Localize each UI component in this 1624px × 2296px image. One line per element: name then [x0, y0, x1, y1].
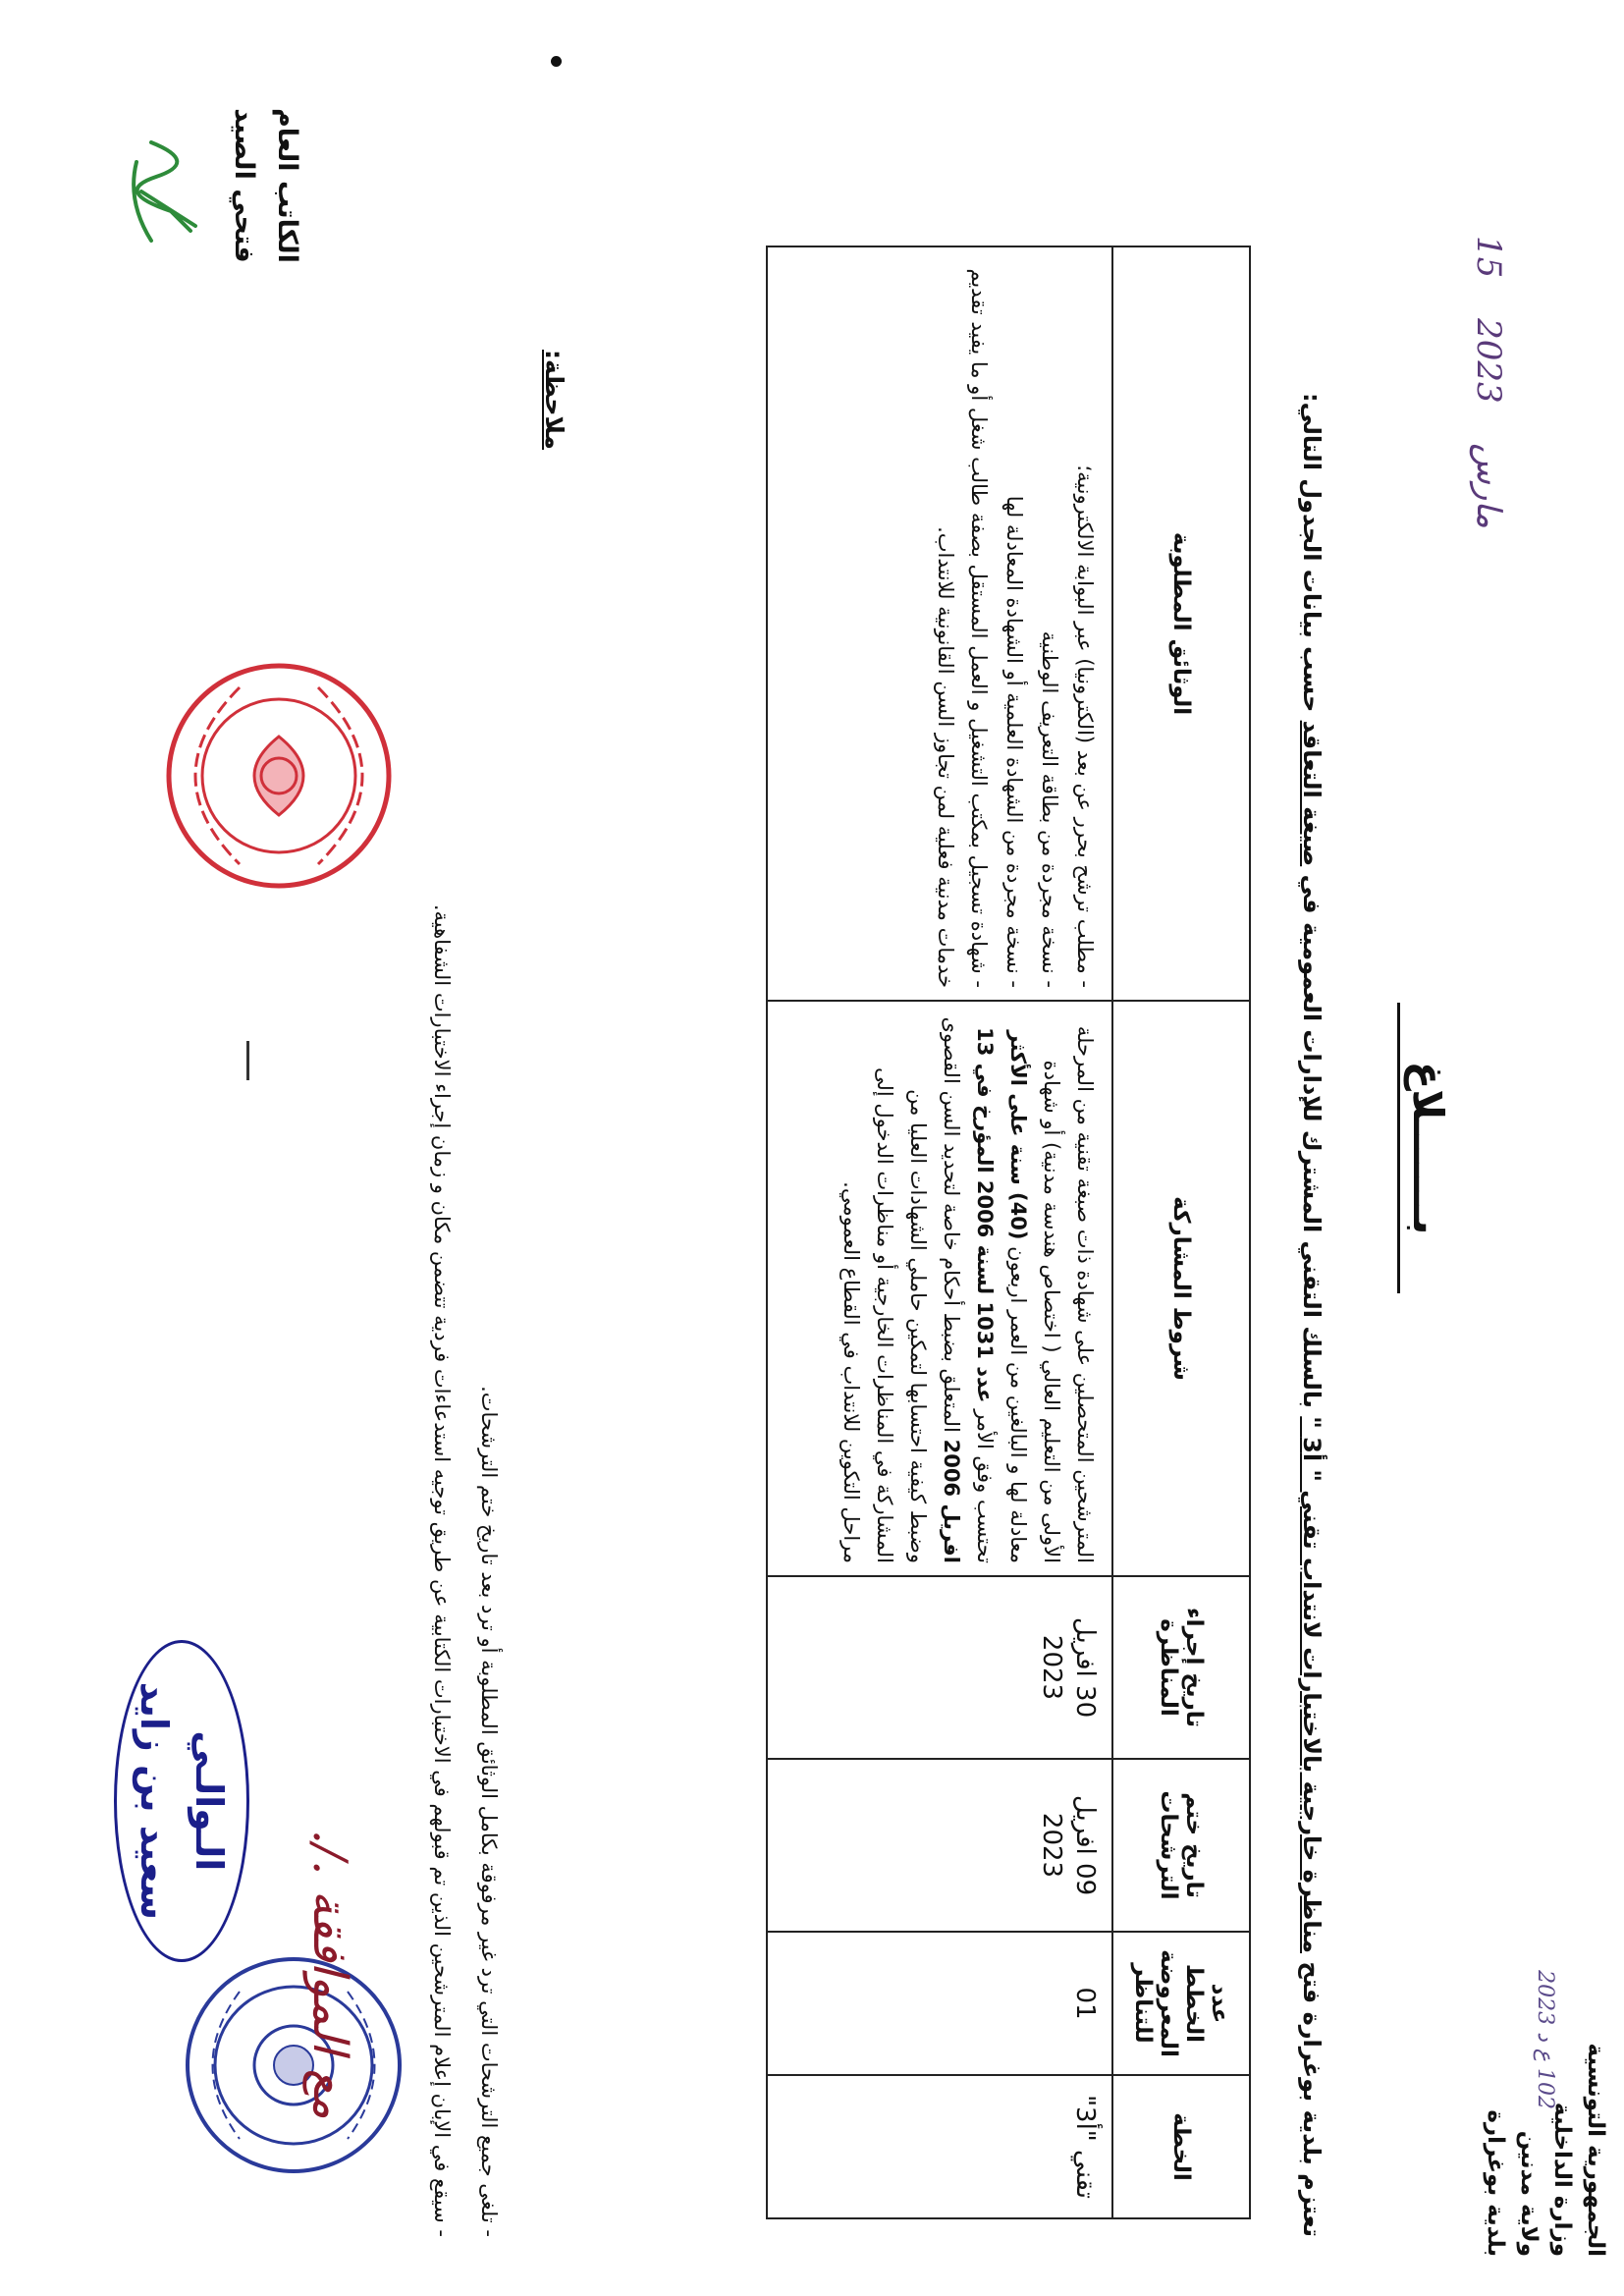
- doc-item: - مطلب ترشح بحرر عن بعد (الكترونيا) عبر البوابة الالكترونية؛: [1073, 465, 1097, 988]
- signatory-name: فتحي الصيد: [229, 108, 259, 263]
- header-ministry: وزارة الداخلية: [1549, 2102, 1575, 2257]
- page-title: بـــــــلاغ: [1397, 0, 1452, 2296]
- date-year: 2023: [1469, 318, 1508, 404]
- secretary-general-block: [222, 108, 308, 263]
- doc-item: - شهادة تسجيل بمكتب التشغيل و العمل المستقل بصفة طالب شغل أو ما يفيد تقديم خدمات مدنية فعلية لمن تجاوز السن القانونية للانتداب.: [934, 268, 991, 988]
- header-documents: الوثائق المطلوبة: [1112, 246, 1250, 1001]
- header-governorate: ولاية مدنين: [1516, 2130, 1542, 2257]
- governor-signature: [114, 1640, 249, 1962]
- table-header-row: [1112, 246, 1250, 2218]
- approval-note: مع الموافقة ./.: [302, 1829, 357, 2119]
- governor-name: سعيد بن زايد: [133, 1681, 176, 1920]
- signatory-title: الكاتب العام: [272, 108, 302, 263]
- header-close-date: تاريخ ختم الترشحات: [1112, 1759, 1250, 1932]
- green-signature-icon: [122, 133, 210, 250]
- cell-documents: [767, 246, 1112, 1001]
- header-republic: الجمهورية التونسية: [1583, 2043, 1608, 2257]
- governor-title: الـوالـي: [188, 1730, 231, 1872]
- municipality-seal-icon: [161, 658, 397, 894]
- note-line: - سيقع في الإبان إعلام المترشحين الذين تم قبولهم في الاختبارات الكتابية عن طريق توجيه استدعاءات فردية تتضمن مكان و زمان إجراء الاختبارات الشفاهية.: [430, 903, 454, 2237]
- doc-item: - نسخة مجردة من بطاقة التعريف الوطنية: [1038, 630, 1061, 988]
- header-conditions: شروط المشاركة: [1112, 1001, 1250, 1576]
- divider: [246, 1041, 249, 1080]
- header-plan: الخطة: [1112, 2075, 1250, 2218]
- date-month: مارس: [1469, 443, 1508, 528]
- notes-list: [418, 904, 513, 2237]
- note-title: ملاحظة:: [540, 350, 568, 450]
- cell-exam-date: 30 افريل 2023: [767, 1576, 1112, 1759]
- competition-table: [766, 246, 1251, 2219]
- cell-close-date: 09 افريل 2023: [767, 1759, 1112, 1932]
- date-day: 15: [1469, 236, 1508, 279]
- header-exam-date: تاريخ إجراء المناظرة: [1112, 1576, 1250, 1759]
- header-municipality: بلدية بوغرارة: [1483, 2109, 1508, 2257]
- date-stamp: [1469, 236, 1508, 558]
- note-bullet-icon: [551, 56, 562, 67]
- governor-seal-icon: [181, 1952, 406, 2178]
- handwritten-reference: 102 ع د 2023: [1533, 1970, 1557, 2109]
- cell-plan: تقني "أ3": [767, 2075, 1112, 2218]
- cell-count: 01: [767, 1932, 1112, 2075]
- header-count: عدد الخطط المعروضة للتناظر: [1112, 1932, 1250, 2075]
- table-row: [767, 246, 1112, 2218]
- intro-paragraph: تعتزم بلدية بوغرارة فتح مناظرة خارجية بالاختبارات لانتداب تقني " أ3 " بالسلك التقني المشترك للإدارات العمومية في صيغة التعاقد حسب بيانات الجدول التالي:: [1298, 393, 1326, 2237]
- doc-item: - نسخة مجردة من الشهادة العلمية أو الشهادة المعادلة لها: [1002, 495, 1026, 988]
- cell-conditions: المترشحين المتحصلين على شهادة ذات صبغة تقنية من المرحلة الأولى من التعليم العالي ( اختصاص هندسة مدنية) أو شهادة معادلة لها و البالغين من العمر اربعون (40) سنة على الأكثر تحتسب وفق الأمر عدد 1031 لسنة 2006 المؤرخ في 13 افريل 2006 المتعلق بضبط أحكام خاصة لتحديد السن القصوى وضبط كيفية احتسابها لتمكين حاملي الشهادات العليا من المشاركة في المناظرات الخارجية أو مناظرات الدخول إلى مراحل التكوين للانتداب في القطاع العمومي.: [767, 1001, 1112, 1576]
- note-line: - تلغى جميع الترشحات التي ترد غير مرفوقة بكامل الوثائق المطلوبة أو ترد بعد تاريخ ختم الترشحات.: [477, 1386, 501, 2237]
